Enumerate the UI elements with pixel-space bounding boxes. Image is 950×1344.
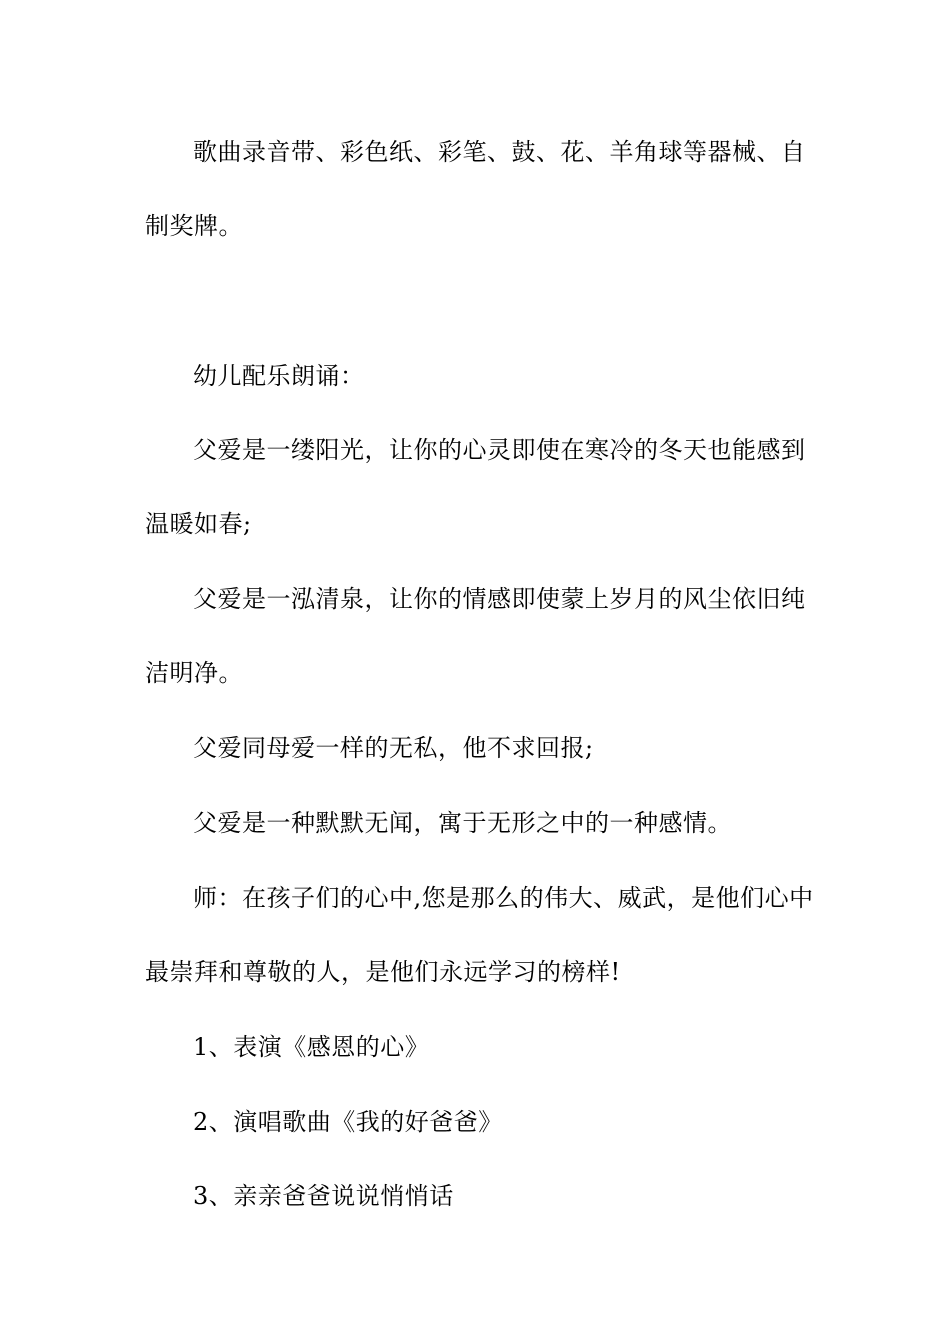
paragraph-silent-love: 父爱是一种默默无闻，寓于无形之中的一种感情。 [193, 809, 732, 837]
list-item-2: 2、演唱歌曲《我的好爸爸》 [193, 1108, 503, 1136]
paragraph-spring-line-1: 父爱是一泓清泉，让你的情感即使蒙上岁月的风尘依旧纯 [193, 585, 806, 613]
paragraph-sunlight-line-2: 温暖如春; [145, 510, 252, 538]
paragraph-teacher-line-2: 最崇拜和尊敬的人，是他们永远学习的榜样! [145, 958, 621, 986]
list-item-3: 3、亲亲爸爸说说悄悄话 [193, 1182, 454, 1210]
paragraph-materials-line-1: 歌曲录音带、彩色纸、彩笔、鼓、花、羊角球等器械、自 [193, 138, 806, 166]
paragraph-spring-line-2: 洁明净。 [145, 659, 243, 687]
paragraph-recitation-heading: 幼儿配乐朗诵： [193, 362, 365, 390]
paragraph-sunlight-line-1: 父爱是一缕阳光，让你的心灵即使在寒冷的冬天也能感到 [193, 436, 806, 464]
list-item-1: 1、表演《感恩的心》 [193, 1033, 430, 1061]
paragraph-materials-line-2: 制奖牌。 [145, 212, 243, 240]
paragraph-teacher-line-1: 师：在孩子们的心中,您是那么的伟大、威武，是他们心中 [193, 884, 814, 912]
paragraph-selfless: 父爱同母爱一样的无私，他不求回报; [193, 734, 594, 762]
